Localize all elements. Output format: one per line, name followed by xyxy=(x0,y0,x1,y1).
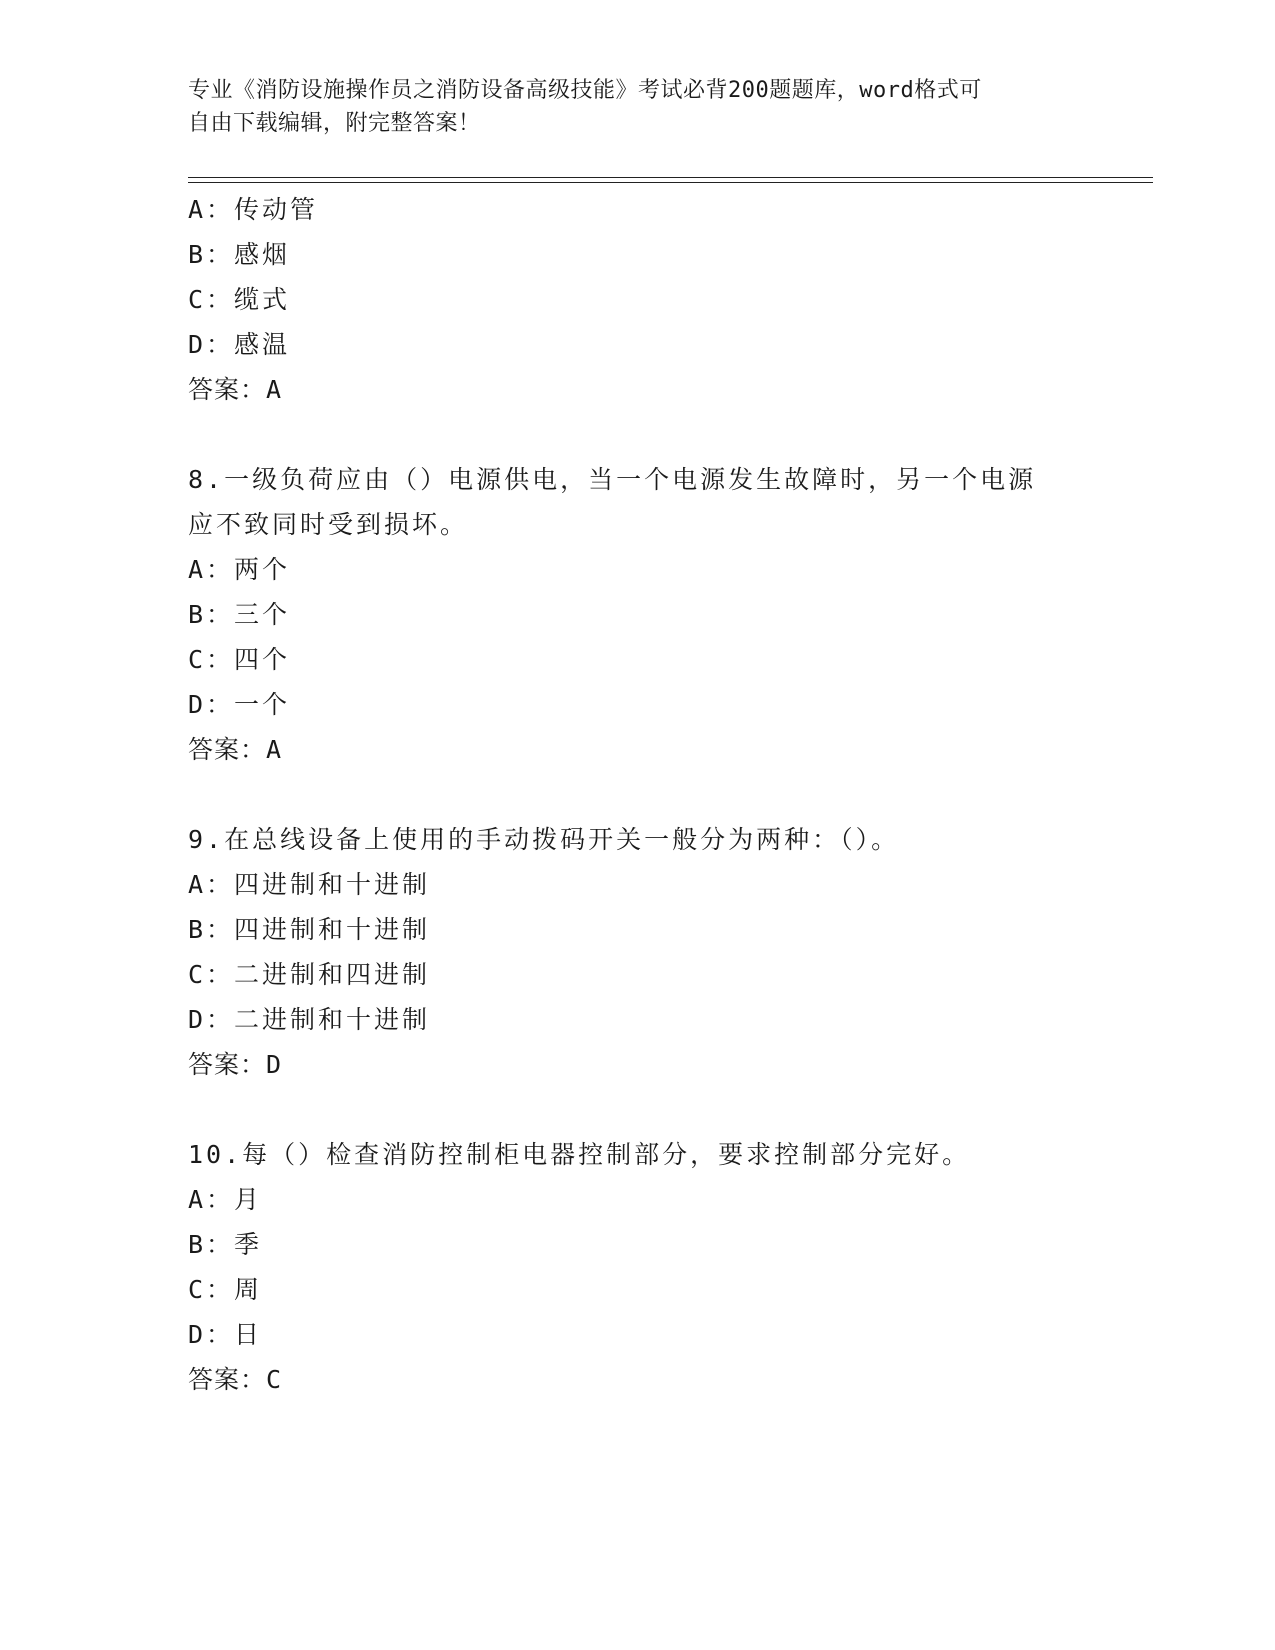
q8-option-a: A：两个 xyxy=(188,555,291,584)
q10-option-a: A：月 xyxy=(188,1185,263,1214)
header-line-1: 专业《消防设施操作员之消防设备高级技能》考试必背200题题库，word格式可 xyxy=(188,78,982,103)
q9-option-b: B：四进制和十进制 xyxy=(188,915,431,944)
q8-option-c: C：四个 xyxy=(188,645,291,674)
q7-option-c: C：缆式 xyxy=(188,285,291,314)
q7-option-b: B：感烟 xyxy=(188,240,291,269)
q9-stem-line-1: 9.在总线设备上使用的手动拨码开关一般分为两种：（）。 xyxy=(188,825,900,854)
q9-option-d: D：二进制和十进制 xyxy=(188,1005,431,1034)
q8-answer: 答案：A xyxy=(188,735,283,764)
q8-option-d: D：一个 xyxy=(188,690,291,719)
q7-option-a: A：传动管 xyxy=(188,195,319,224)
q9-answer: 答案：D xyxy=(188,1050,283,1079)
header-rule-top xyxy=(188,177,1153,178)
q9-option-c: C：二进制和四进制 xyxy=(188,960,431,989)
q8-option-b: B：三个 xyxy=(188,600,291,629)
q10-answer: 答案：C xyxy=(188,1365,283,1394)
q10-option-c: C：周 xyxy=(188,1275,263,1304)
q10-option-d: D：日 xyxy=(188,1320,263,1349)
q10-option-b: B：季 xyxy=(188,1230,263,1259)
document-header xyxy=(188,74,1068,140)
q10-stem-line-1: 10.每（）检查消防控制柜电器控制部分，要求控制部分完好。 xyxy=(188,1140,971,1169)
q9-option-a: A：四进制和十进制 xyxy=(188,870,431,899)
q8-stem-line-1: 8.一级负荷应由（）电源供电，当一个电源发生故障时，另一个电源 xyxy=(188,465,1037,494)
q8-stem-line-2: 应不致同时受到损坏。 xyxy=(188,510,469,539)
header-line-2: 自由下载编辑，附完整答案！ xyxy=(188,111,481,136)
q7-answer: 答案：A xyxy=(188,375,283,404)
q7-option-d: D：感温 xyxy=(188,330,291,359)
header-rule-bottom xyxy=(188,182,1153,183)
